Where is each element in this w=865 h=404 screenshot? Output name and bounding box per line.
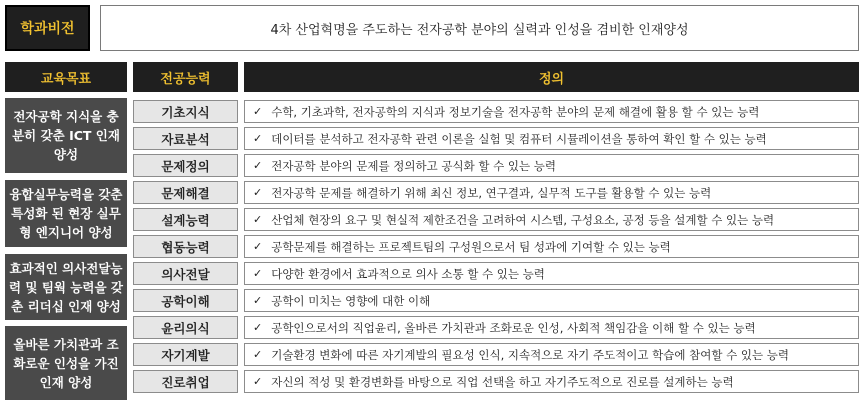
header-education-goal: 교육목표: [5, 62, 127, 92]
education-goal-2: 융합실무능력을 갖춘 특성화 된 현장 실무형 엔지니어 양성: [5, 180, 127, 247]
definition-cell: [244, 154, 859, 177]
definition-text: 공학인으로서의 직업윤리, 올바른 가치관과 조화로운 인성, 사회적 책임감을 이해 할 수 있는 능력: [271, 320, 756, 335]
competency-cell: 진로취업: [133, 370, 238, 393]
definition-cell: [244, 235, 859, 258]
definition-text: 공학이 미치는 영향에 대한 이해: [271, 293, 431, 308]
definition-cell: [244, 343, 859, 366]
competency-cell: 자기계발: [133, 343, 238, 366]
competency-cell: 의사전달: [133, 262, 238, 285]
definition-cell: [244, 100, 859, 123]
definition-text: 공학문제를 해결하는 프로젝트팀의 구성원으로서 팀 성과에 기여할 수 있는 능력: [271, 239, 671, 254]
definition-cell: [244, 127, 859, 150]
checkmark-icon: ✓: [253, 132, 263, 145]
checkmark-icon: ✓: [253, 267, 263, 280]
definition-text: 전자공학 문제를 해결하기 위해 최신 정보, 연구결과, 실무적 도구를 활용할 수 있는 능력: [271, 185, 712, 200]
competency-cell: 문제해결: [133, 181, 238, 204]
header-major-competency: 전공능력: [133, 62, 238, 92]
checkmark-icon: ✓: [253, 294, 263, 307]
education-goal-1: 전자공학 지식을 충분히 갖춘 ICT 인재 양성: [5, 98, 127, 173]
definition-text: 다양한 환경에서 효과적으로 의사 소통 할 수 있는 능력: [271, 266, 545, 281]
competency-cell: 협동능력: [133, 235, 238, 258]
definition-cell: [244, 289, 859, 312]
definition-cell: [244, 262, 859, 285]
definition-text: 자신의 적성 및 환경변화를 바탕으로 직업 선택을 하고 자기주도적으로 진로를 설계하는 능력: [271, 374, 734, 389]
checkmark-icon: ✓: [253, 159, 263, 172]
department-vision-label: 학과비전: [5, 5, 90, 51]
checkmark-icon: ✓: [253, 375, 263, 388]
definition-text: 데이터를 분석하고 전자공학 관련 이론을 실험 및 컴퓨터 시뮬레이션을 통하여 확인 할 수 있는 능력: [271, 131, 767, 146]
checkmark-icon: ✓: [253, 186, 263, 199]
definition-text: 수학, 기초과학, 전자공학의 지식과 정보기술을 전자공학 분야의 문제 해결에 활용 할 수 있는 능력: [271, 104, 760, 119]
definition-cell: [244, 316, 859, 339]
definition-cell: [244, 181, 859, 204]
department-vision-text: 4차 산업혁명을 주도하는 전자공학 분야의 실력과 인성을 겸비한 인재양성: [100, 5, 859, 51]
checkmark-icon: ✓: [253, 348, 263, 361]
header-definition: 정의: [244, 62, 859, 92]
competency-cell: 기초지식: [133, 100, 238, 123]
definition-text: 전자공학 분야의 문제를 정의하고 공식화 할 수 있는 능력: [271, 158, 556, 173]
competency-cell: 공학이해: [133, 289, 238, 312]
checkmark-icon: ✓: [253, 240, 263, 253]
definition-text: 기술환경 변화에 따른 자기계발의 필요성 인식, 지속적으로 자기 주도적이고 학습에 참여할 수 있는 능력: [271, 347, 789, 362]
checkmark-icon: ✓: [253, 105, 263, 118]
checkmark-icon: ✓: [253, 213, 263, 226]
definition-text: 산업체 현장의 요구 및 현실적 제한조건을 고려하여 시스템, 구성요소, 공정 등을 설계할 수 있는 능력: [271, 212, 775, 227]
definition-cell: [244, 208, 859, 231]
competency-cell: 윤리의식: [133, 316, 238, 339]
competency-cell: 설계능력: [133, 208, 238, 231]
competency-cell: 자료분석: [133, 127, 238, 150]
checkmark-icon: ✓: [253, 321, 263, 334]
education-goal-3: 효과적인 의사전달능력 및 팀웍 능력을 갖춘 리더십 인재 양성: [5, 254, 127, 320]
education-goal-4: 올바른 가치관과 조화로운 인성을 가진 인재 양성: [5, 326, 127, 400]
definition-cell: [244, 370, 859, 393]
competency-cell: 문제정의: [133, 154, 238, 177]
